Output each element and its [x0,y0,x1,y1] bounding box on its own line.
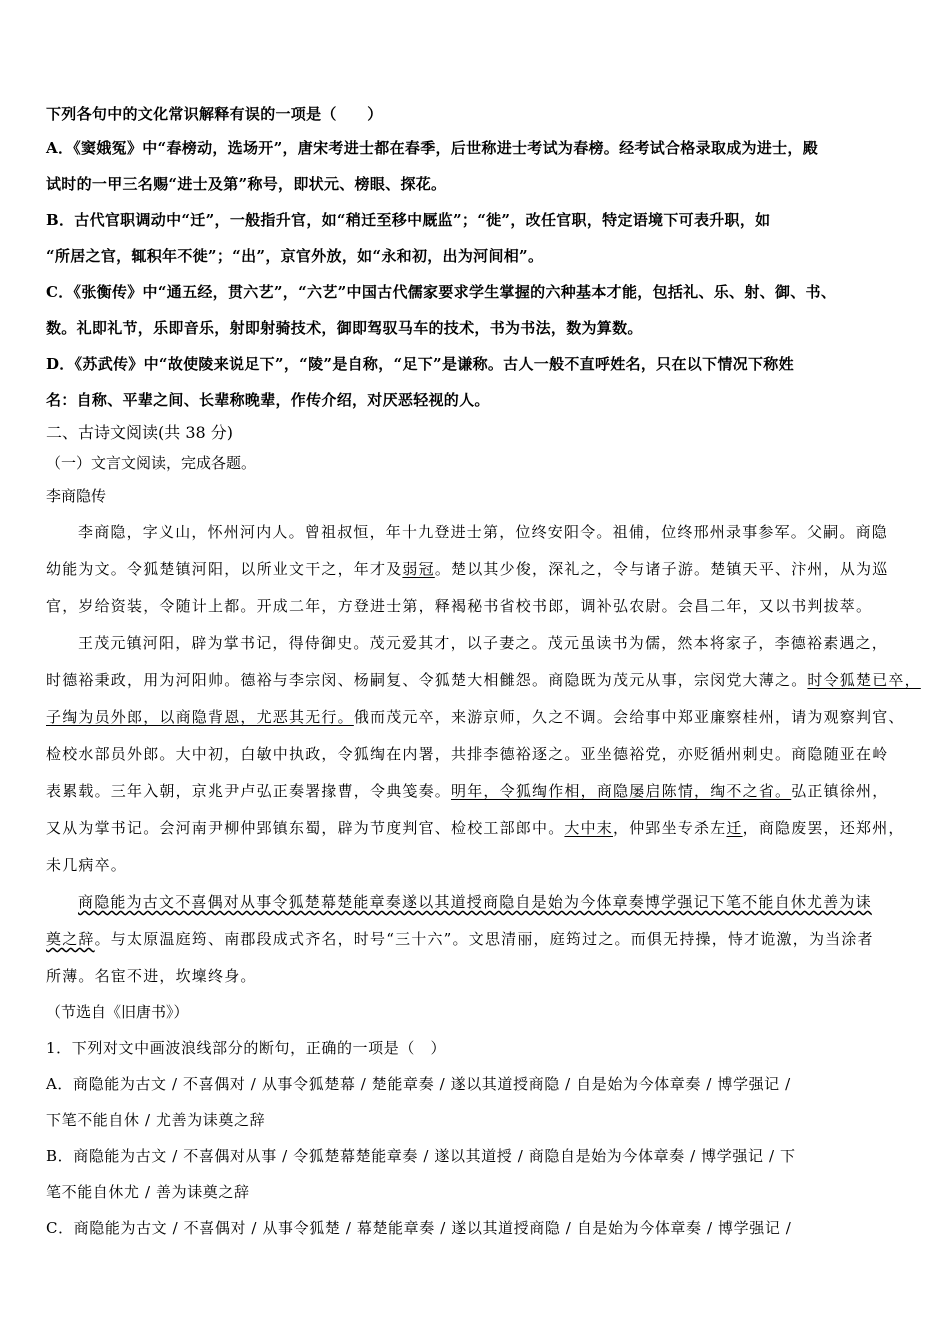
passage-line [46,699,908,736]
passage-line: 李商隐，字义山，怀州河内人。曾祖叔恒，年十九登进士第，位终安阳令。祖俌，位终邢州录事参军。父嗣。商隐 [78,523,889,541]
passage-line [46,884,908,921]
underlined-phrase: 大中末 [564,819,614,837]
document-page [46,98,921,1246]
option-c-line1: C．《张衡传》中“通五经，贯六艺”，“六艺”中国古代儒家要求学生掌握的六种基本才能，包括礼、乐、射、御、书、 [46,283,837,301]
option-a-line1: A．《窦娥冤》中“春榜动，选场开”，唐宋考进士都在春季，后世称进士考试为春榜。经考试合格录取成为进士，殿 [46,139,818,157]
option-b-line2: “所居之官，辄积年不徙”；“出”，京官外放，如“永和初，出为河间相”。 [46,247,544,265]
underlined-sentence: 明年，令狐绹作相，商隐屡启陈情，绹不之省。 [451,782,792,800]
q1-option-b-line1: B．商隐能为古文 / 不喜偶对从事 / 令狐楚幕楚能章奏 / 遂以其道授 / 商隐自是始为今体章奏 / 博学强记 / 下 [46,1147,796,1165]
q1-option-a-line1: A．商隐能为古文 / 不喜偶对 / 从事令狐楚幕 / 楚能章奏 / 遂以其道授商隐 / 自是始为今体章奏 / 博学强记 / [46,1075,791,1093]
underlined-sentence: 子绹为员外郎，以商隐背恩，尤恶其无行。 [46,708,354,726]
q1-option-c-line1: C．商隐能为古文 / 不喜偶对 / 从事令狐楚 / 幕楚能章奏 / 遂以其道授商隐 / 自是始为今体章奏 / 博学强记 / [46,1219,792,1237]
passage-text: 。楚以其少俊，深礼之，令与诸子游。楚镇天平、汴州，从为巡 [434,560,889,578]
passage-text: 弘正镇徐州， [791,782,889,800]
passage-title: 李商隐传 [46,487,107,505]
passage-text: 表累载。三年入朝，京兆尹卢弘正奏署掾曹，令典笺奏。 [46,782,452,800]
passage-source: （节选自《旧唐书》） [46,1003,189,1021]
option-d-line2: 名：自称、平辈之间、长辈称晚辈，作传介绍，对厌恶轻视的人。 [46,391,490,409]
passage-line: 检校水部员外郎。大中初，白敏中执政，令狐绹在内署，共排李德裕逐之。亚坐德裕党，亦贬循州刺史。商隐随亚在岭 [46,745,889,763]
passage-text: 。与太原温庭筠、南郡段成式齐名，时号“三十六”。文思清丽，庭筠过之。而俱无持操，恃才诡激，为当涂者 [94,930,874,948]
option-c-line2: 数。礼即礼节，乐即音乐，射即射骑技术，御即驾驭马车的技术，书为书法，数为算数。 [46,319,643,337]
passage-line: 未几病卒。 [46,856,128,874]
q1-option-b-line2: 笔不能自休尤 / 善为诔奠之辞 [46,1183,250,1201]
passage-line: 王茂元镇河阳，辟为掌书记，得侍御史。茂元爱其才，以子妻之。茂元虽读书为儒，然本将家子，李德裕素遇之， [78,634,889,652]
passage-text: ，商隐废罢，还郑州， [742,819,905,837]
q1-option-a-line2: 下笔不能自休 / 尤善为诔奠之辞 [46,1111,266,1129]
wavy-underlined-passage: 商隐能为古文不喜偶对从事令狐楚幕楚能章奏遂以其道授商隐自是始为今体章奏博学强记下笔不能自休尤善为诔 [78,893,872,911]
question1-stem: 1．下列对文中画波浪线部分的断句，正确的一项是（ ） [46,1039,447,1057]
passage-line [46,773,908,810]
passage-line [46,662,921,699]
option-a-line2: 试时的一甲三名赐“进士及第”称号，即状元、榜眼、探花。 [46,175,447,193]
passage-line [46,921,908,958]
passage-line: 所薄。名宦不进，坎壈终身。 [46,967,257,985]
passage-text: 幼能为文。令狐楚镇河阳，以所业文干之，年才及 [46,560,403,578]
passage-text: 俄而茂元卒，来游京师，久之不调。会给事中郑亚廉察桂州，请为观察判官、 [353,708,905,726]
underlined-phrase: 迁 [726,819,743,837]
question-stem: 下列各句中的文化常识解释有误的一项是（ ） [46,105,383,123]
underlined-phrase: 弱冠 [402,560,435,578]
passage-text: 时德裕秉政，用为河阳帅。德裕与李宗闵、杨嗣复、令狐楚大相雠怨。商隐既为茂元从事，宗闵党大薄之。 [46,671,808,689]
passage-line [46,810,908,847]
passage-text: ，仲郢坐专杀左 [613,819,727,837]
passage-line: 官，岁给资装，令随计上都。开成二年，方登进士第，释褐秘书省校书郎，调补弘农尉。会昌二年，又以书判拔萃。 [46,597,873,615]
wavy-underlined-passage: 奠之辞 [46,930,95,948]
passage-body [46,514,921,1030]
option-d-line1: D．《苏武传》中“故使陵来说足下”，“陵”是自称，“足下”是谦称。古人一般不直呼姓名，只在以下情况下称姓 [46,355,794,373]
underlined-sentence: 时令狐楚已卒， [807,671,921,689]
passage-line [46,551,908,588]
option-b-line1: B．古代官职调动中“迁”，一般指升官，如“稍迁至移中厩监”；“徙”，改任官职，特定语境下可表升职，如 [46,211,771,229]
passage-text: 又从为掌书记。会河南尹柳仲郢镇东蜀，辟为节度判官、检校工部郎中。 [46,819,565,837]
section-subtitle: （一）文言文阅读，完成各题。 [46,454,257,472]
section-title: 二、古诗文阅读(共 38 分) [46,423,234,442]
